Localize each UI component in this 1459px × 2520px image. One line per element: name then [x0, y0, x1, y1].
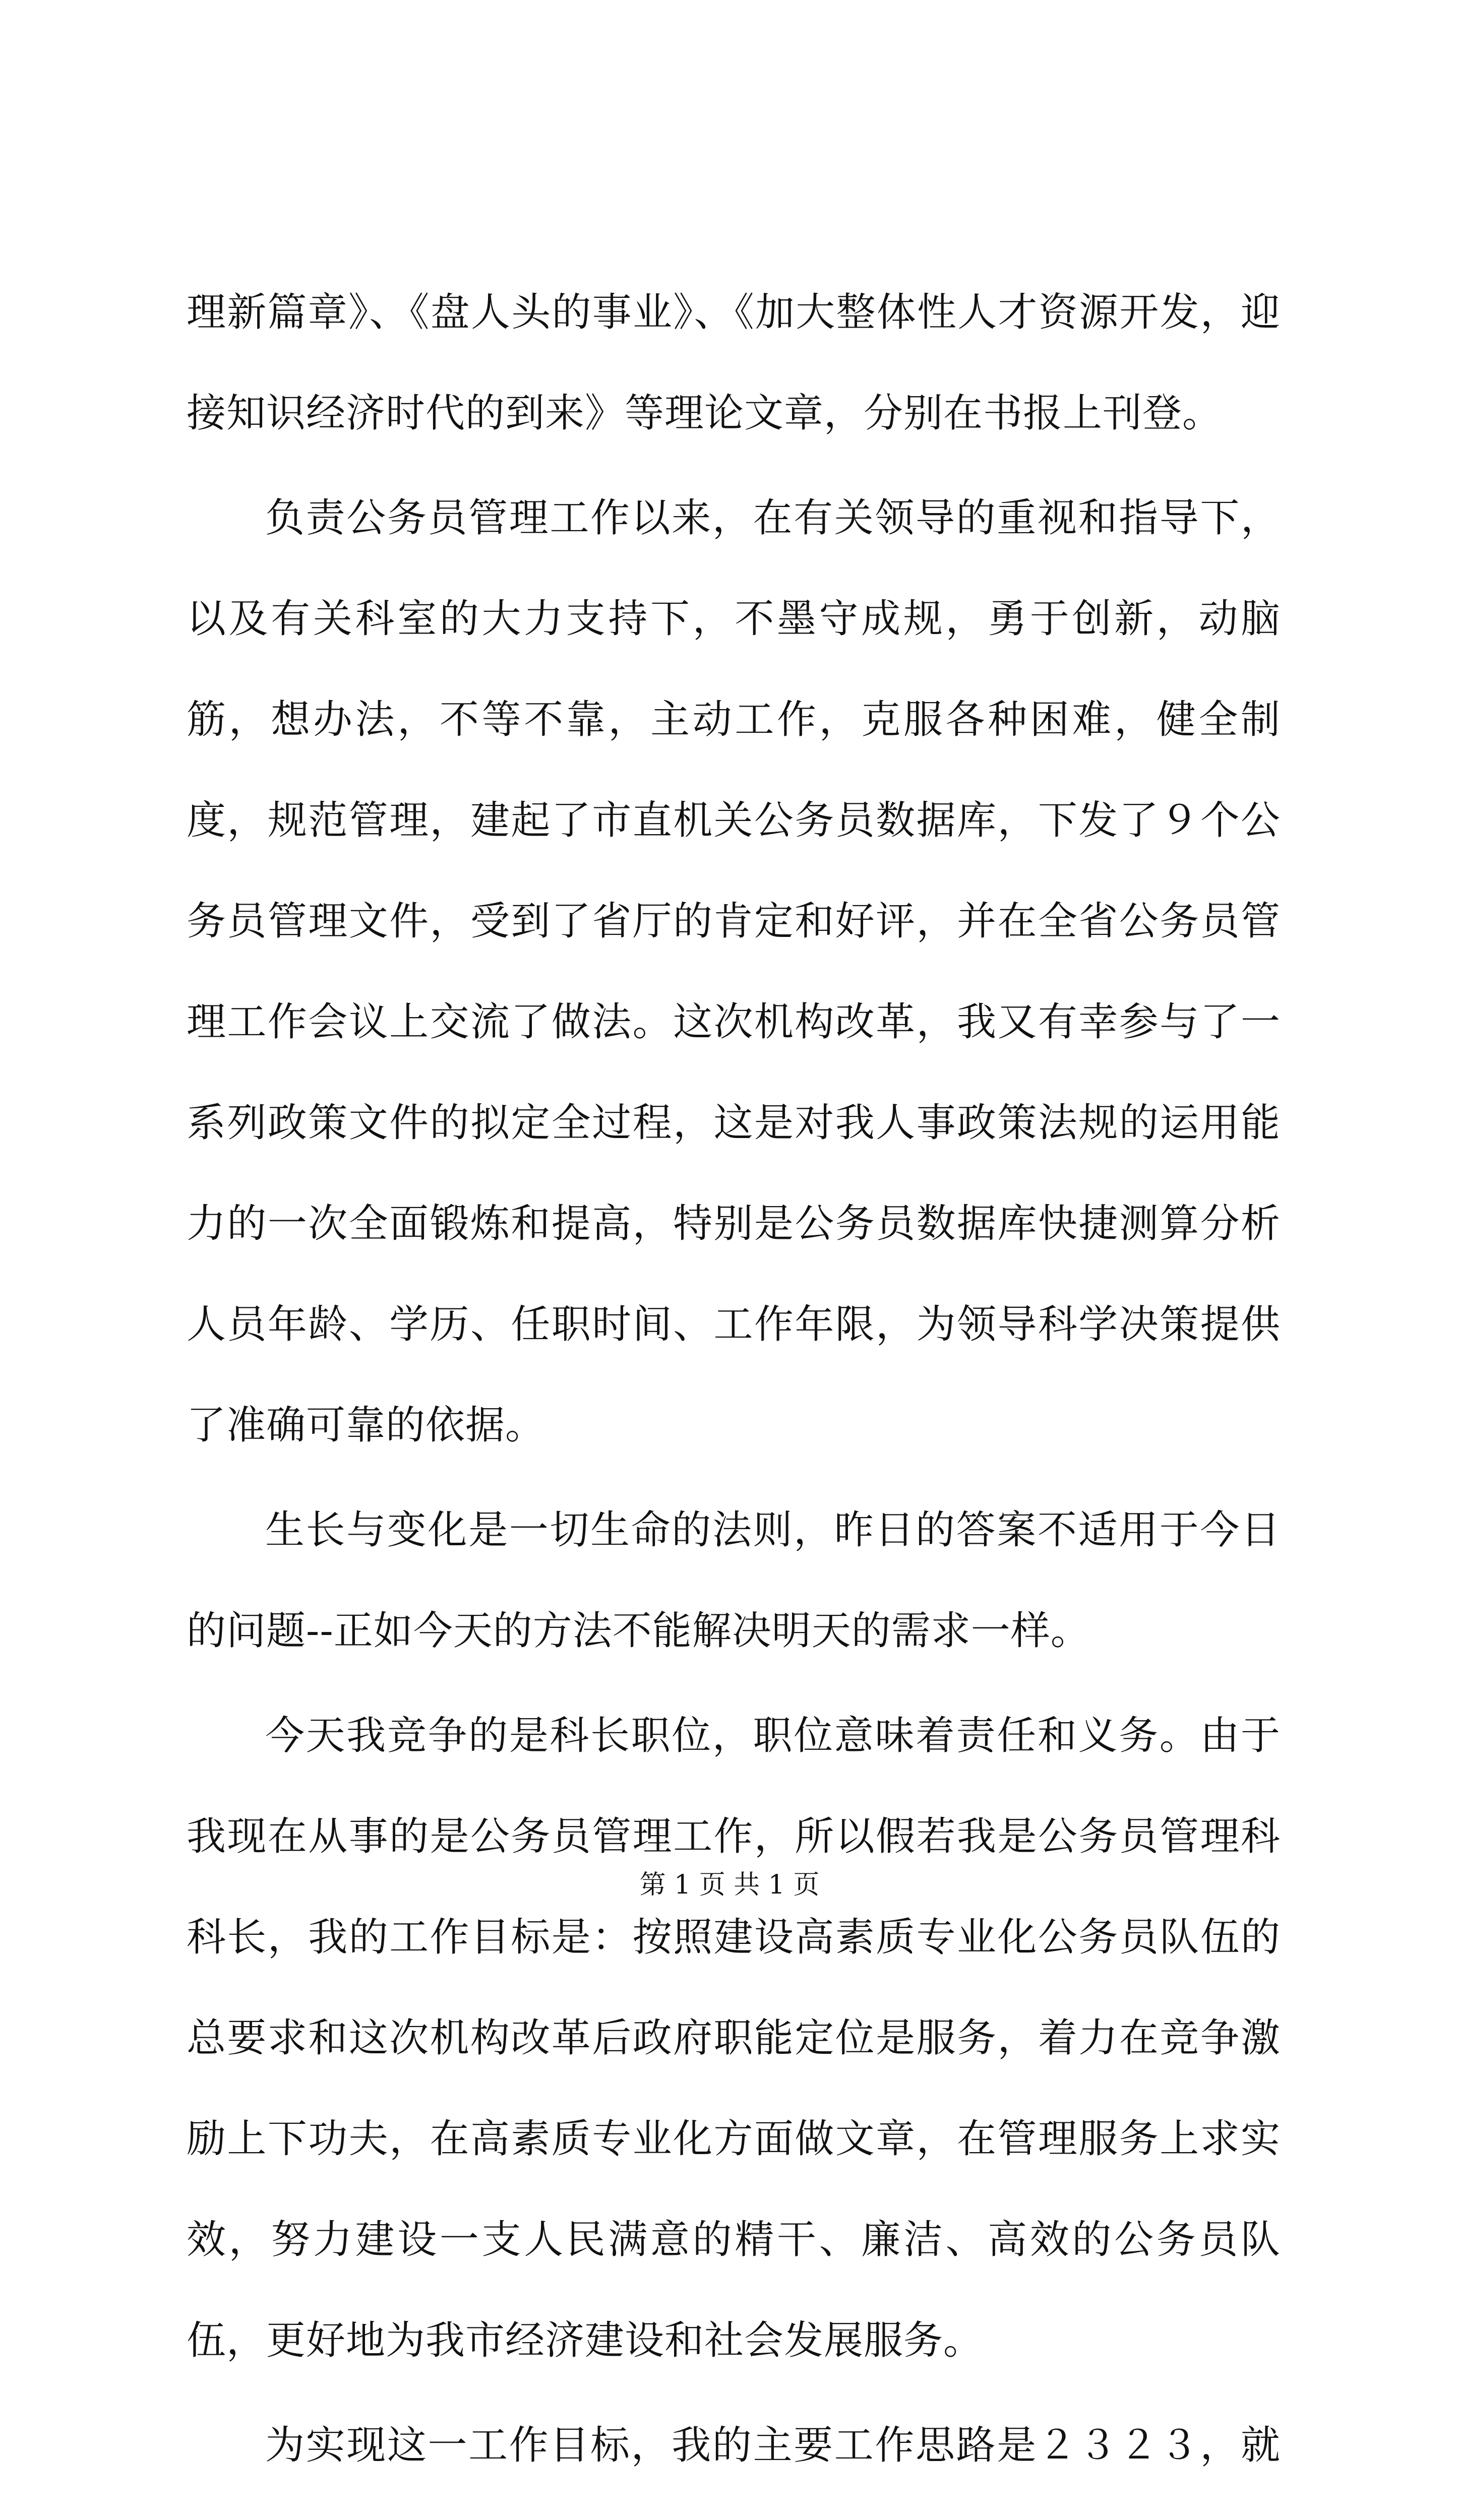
paragraph-work-goal: 今天我竞争的是科长职位，职位意味着责任和义务。由于我现在从事的是公务员管理工作，所以假若我是公务员管理科科长，我的工作目标是：按照建设高素质专业化公务员队伍的总要求和这次机构改革后政府职能定位是服务，着力在竞争激励上下功夫，在高素质专业化方面做文章，在管理服务上求实效，努力建设一支人民满意的精干、廉洁、高效的公务员队伍，更好地为我市经济建设和社会发展服务。: [187, 1713, 1281, 2363]
paragraph-work-approach: 为实现这一工作目标，我的主要工作思路是２３２３，就: [265, 2423, 1281, 2468]
document-body: [187, 262, 1281, 2520]
paragraph-continuation: 理新篇章》、《盘人头的事业》、《加大整体性人才资源开发，迎接知识经济时代的到来》等理论文章，分别在书报上刊登。: [187, 290, 1281, 436]
page-footer: [0, 1865, 1459, 1905]
paragraph-growth-quote: 生长与变化是一切生命的法则，昨日的答案不适用于今日的问题--正如今天的方法不能解决明天的需求一样。: [187, 1507, 1281, 1654]
page-number-label: 第 1 页 共 1 页: [639, 1870, 820, 1900]
paragraph-work-experience: 负责公务员管理工作以来，在有关领导的重视和指导下，以及有关科室的大力支持下，不墨守成规，勇于创新，动脑筋，想办法，不等不靠，主动工作，克服各种困难，健全制度，规范管理，建起了市直机关公务员数据库，下发了９个公务员管理文件，受到了省厅的肯定和好评，并在全省公务员管理工作会议上交流了做法。这次机构改革，我又有幸参与了一系列政策文件的拟定全过程，这是对我人事政策法规的运用能力的一次全面锻炼和提高，特别是公务员数据库快捷测算分析人员年龄、学历、任职时间、工作年限，为领导科学决策提供了准确可靠的依据。: [187, 495, 1281, 1448]
